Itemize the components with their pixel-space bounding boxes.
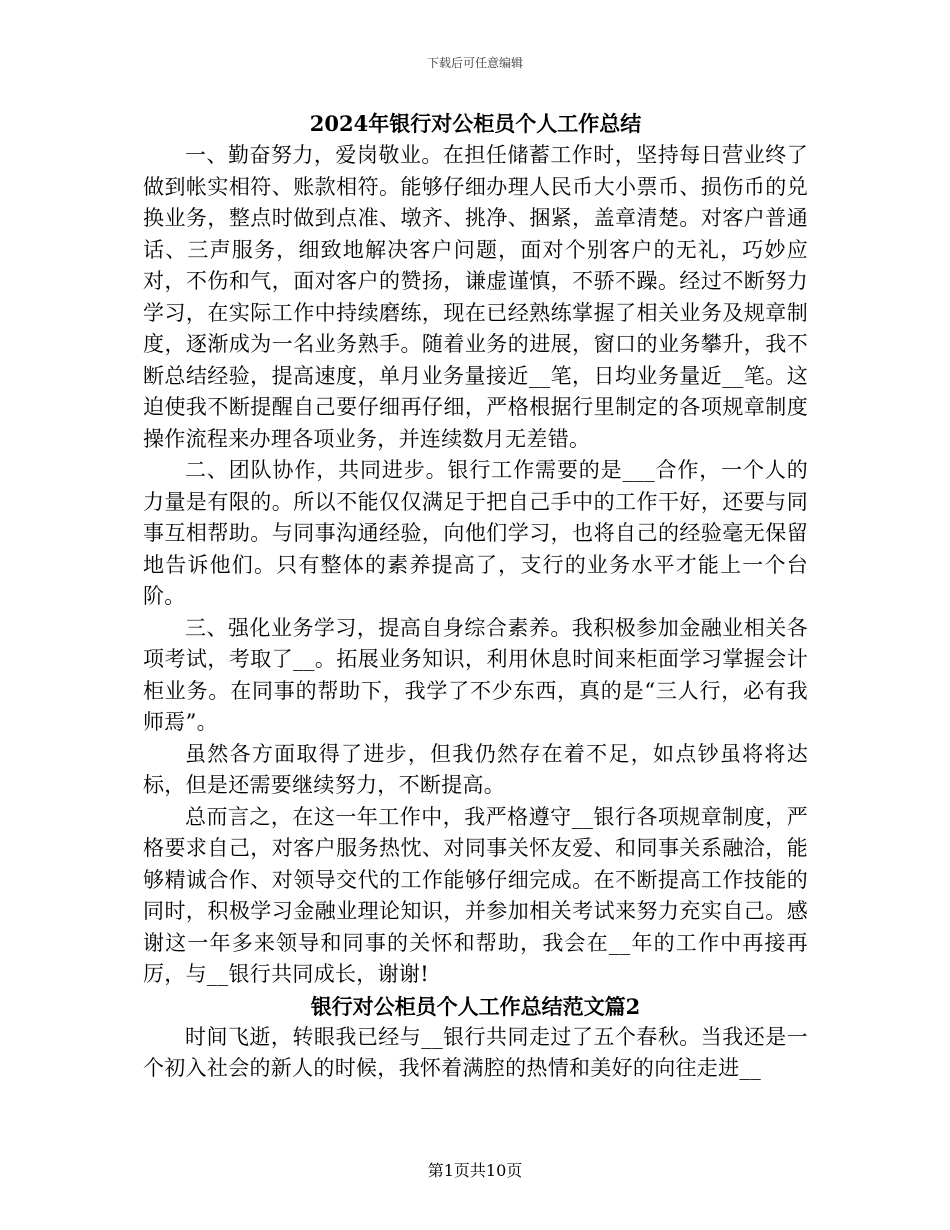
paragraph-teamwork: 二、团队协作，共同进步。银行工作需要的是___合作，一个人的力量是有限的。所以不能仅仅满足于把自己手中的工作干好，还要与同事互相帮助。与同事沟通经验，向他们学习，也将自己的经验毫无保留地告诉他们。只有整体的素养提高了，支行的业务水平才能上一个台阶。 — [143, 458, 808, 608]
document-body — [143, 108, 808, 1085]
document-title: 2024年银行对公柜员个人工作总结 — [309, 111, 642, 136]
header-note: 下载后可任意编辑 — [426, 56, 523, 70]
paragraph-shortcomings: 虽然各方面取得了进步，但我仍然存在着不足，如点钞虽将将达标，但是还需要继续努力，不断提高。 — [143, 741, 808, 797]
paragraph-section-2-intro: 时间飞逝，转眼我已经与__银行共同走过了五个春秋。当我还是一个初入社会的新人的时候，我怀着满腔的热情和美好的向往走进__ — [143, 1024, 808, 1080]
page-footer: 第1页共10页 — [427, 1161, 523, 1180]
paragraph-diligence: 一、勤奋努力，爱岗敬业。在担任储蓄工作时，坚持每日营业终了做到帐实相符、账款相符。能够仔细办理人民币大小票币、损伤币的兑换业务，整点时做到点准、墩齐、挑净、捆紧，盖章清楚。对客户普通话、三声服务，细致地解决客户问题，面对个别客户的无礼，巧妙应对，不伤和气，面对客户的赞扬，谦虚谨慎，不骄不躁。经过不断努力学习，在实际工作中持续磨练，现在已经熟练掌握了相关业务及规章制度，逐渐成为一名业务熟手。随着业务的进展，窗口的业务攀升，我不断总结经验，提高速度，单月业务量接近__笔，日均业务量近__笔。这迫使我不断提醒自己要仔细再仔细，严格根据行里制定的各项规章制度操作流程来办理各项业务，并连续数月无差错。 — [143, 143, 808, 451]
paragraph-summary: 总而言之，在这一年工作中，我严格遵守__银行各项规章制度，严格要求自己，对客户服务热忱、对同事关怀友爱、和同事关系融洽，能够精诚合作、对领导交代的工作能够仔细完成。在不断提高工作技能的同时，积极学习金融业理论知识，并参加相关考试来努力充实自己。感谢这一年多来领导和同事的关怀和帮助，我会在__年的工作中再接再厉，与__银行共同成长，谢谢! — [143, 804, 808, 986]
section-title-2: 银行对公柜员个人工作总结范文篇2 — [310, 993, 641, 1019]
paragraph-learning: 三、强化业务学习，提高自身综合素养。我积极参加金融业相关各项考试，考取了__。拓展业务知识，利用休息时间来柜面学习掌握会计柜业务。在同事的帮助下，我学了不少东西，真的是“三人行，必有我师焉”。 — [143, 615, 808, 734]
